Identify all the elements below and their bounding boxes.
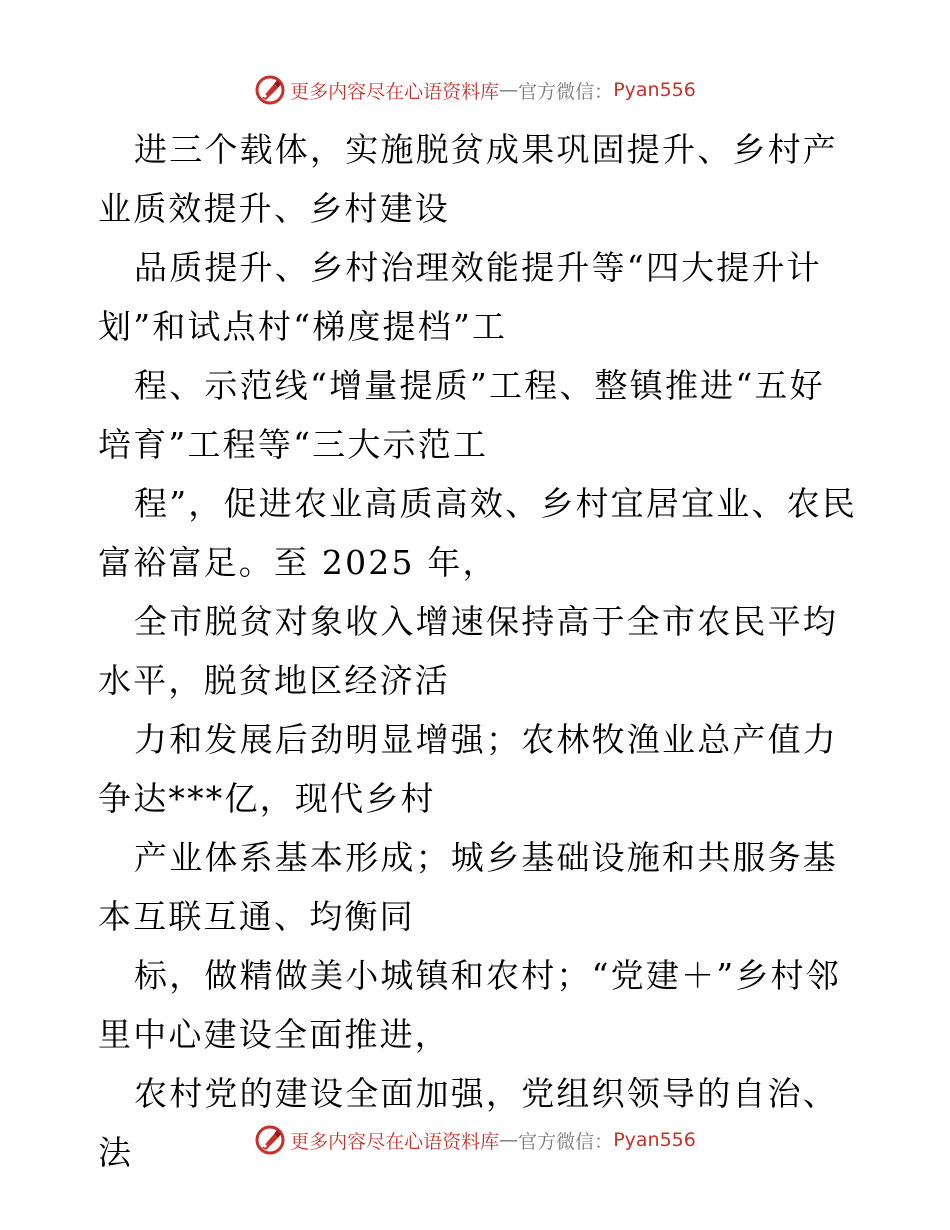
footer-banner-official: 官方微信： bbox=[518, 1130, 614, 1153]
paragraph-4: 程”，促进农业高质高效、乡村宜居宜业、农民富裕富足。至 2025 年， bbox=[98, 484, 858, 582]
paragraph-7: 产业体系基本形成；城乡基础设施和共服务基本互联互通、均衡同 bbox=[98, 838, 838, 936]
footer-banner-lead: 更多内容尽在心语资料库 bbox=[290, 1130, 500, 1153]
header-banner-account: Pyan556 bbox=[613, 79, 696, 101]
paragraph-8: 标，做精做美小城镇和农村；“党建＋”乡村邻里中心建设全面推进， bbox=[98, 956, 841, 1054]
header-banner-dash: — bbox=[499, 79, 519, 101]
header-banner-official: 官方微信： bbox=[518, 80, 614, 103]
fountain-pen-logo-icon bbox=[254, 74, 286, 106]
paragraph-5: 全市脱贫对象收入增速保持高于全市农民平均水平，脱贫地区经济活 bbox=[98, 602, 838, 700]
paragraph-2: 品质提升、乡村治理效能提升等“四大提升计划”和试点村“梯度提档”工 bbox=[98, 248, 822, 346]
footer-banner bbox=[0, 1120, 950, 1160]
paragraph-1: 进三个载体，实施脱贫成果巩固提升、乡村产业质效提升、乡村建设 bbox=[98, 130, 838, 228]
paragraph-9: 农村党的建设全面加强，党组织领导的自治、法 bbox=[98, 1074, 838, 1172]
footer-banner-account: Pyan556 bbox=[613, 1129, 696, 1151]
fountain-pen-logo-icon bbox=[254, 1124, 286, 1156]
header-banner bbox=[0, 70, 950, 110]
paragraph-6: 力和发展后劲明显增强；农林牧渔业总产值力争达***亿，现代乡村 bbox=[98, 720, 838, 818]
paragraph-3: 程、示范线“增量提质”工程、整镇推进“五好培育”工程等“三大示范工 bbox=[98, 366, 825, 464]
footer-banner-dash: — bbox=[499, 1129, 519, 1151]
document-body bbox=[98, 120, 858, 1182]
header-banner-lead: 更多内容尽在心语资料库 bbox=[290, 80, 500, 103]
